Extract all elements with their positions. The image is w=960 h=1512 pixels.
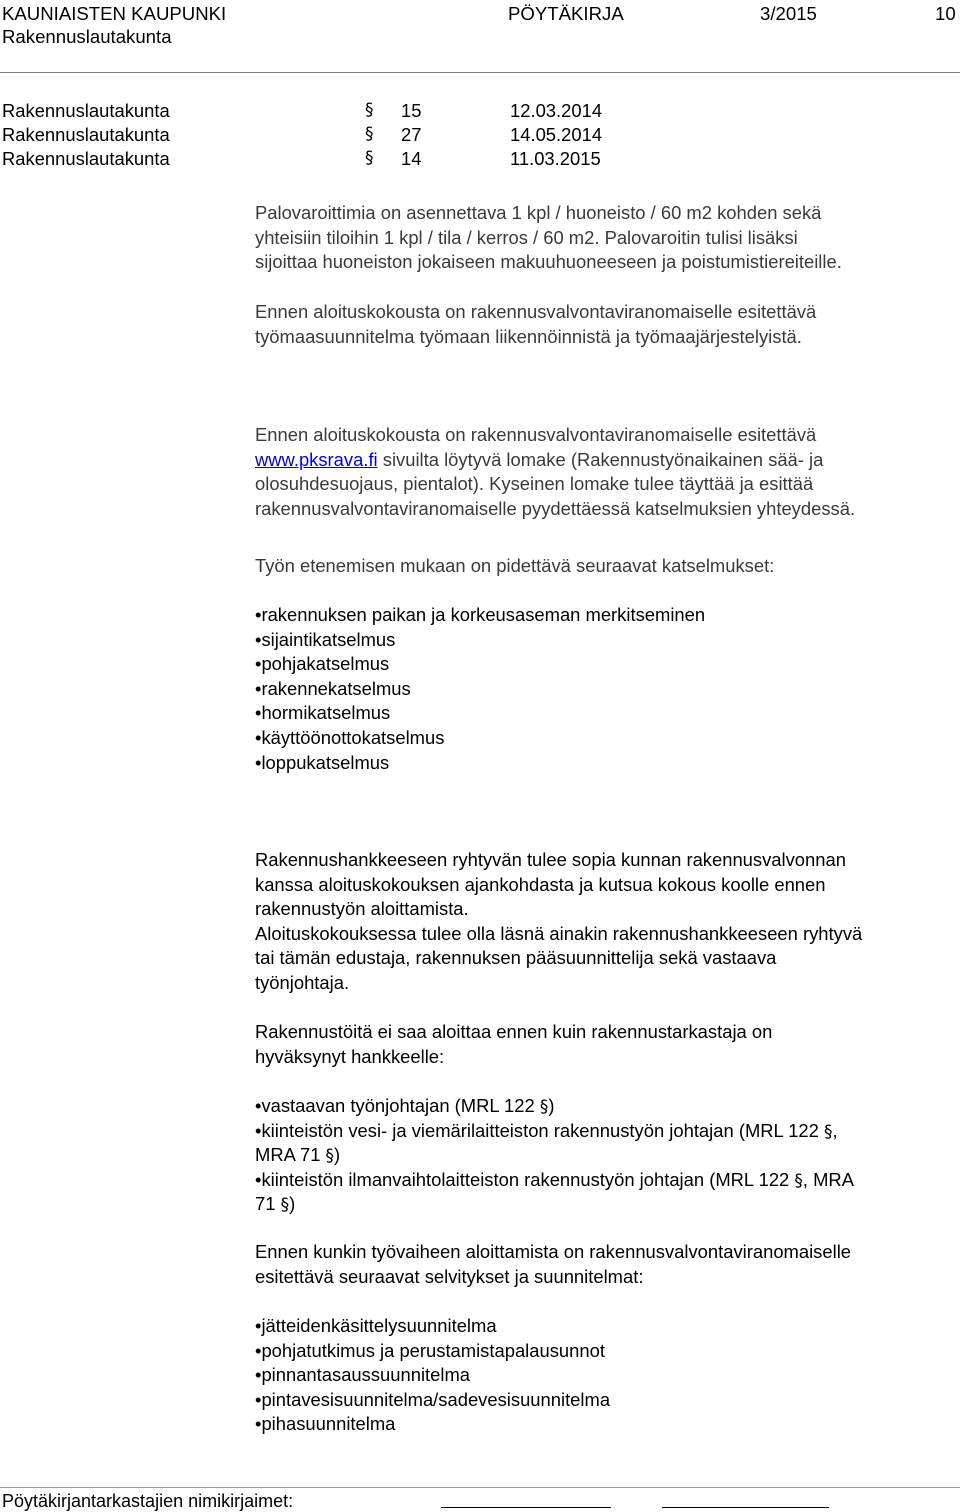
- list-item: •pintavesisuunnitelma/sadevesisuunnitelma: [255, 1388, 611, 1410]
- list-item: •pohjakatselmus: [255, 653, 390, 675]
- section-sign: §: [365, 100, 374, 120]
- pksrava-link[interactable]: www.pksrava.fi: [255, 448, 378, 470]
- text-fragment: •kiinteistön ilmanvaihtolaitteiston rakennustyön johtajan (MRL 122: [255, 1168, 795, 1190]
- section-sign: §: [824, 1121, 833, 1142]
- text-fragment: ): [289, 1193, 296, 1215]
- text-line: kanssa aloituskokouksen ajankohdasta ja kutsua kokous koolle ennen: [255, 873, 826, 895]
- section-sign: §: [365, 124, 374, 144]
- initials-line[interactable]: [441, 1507, 611, 1508]
- text-line: Ennen kunkin työvaiheen aloittamista on rakennusvalvontaviranomaiselle: [255, 1241, 852, 1262]
- list-item: •sijaintikatselmus: [255, 628, 396, 650]
- text-fragment: ,: [832, 1119, 838, 1141]
- text-line: esitettävä seuraavat selvitykset ja suunnitelmat:: [255, 1265, 644, 1287]
- section-sign: §: [365, 148, 374, 168]
- startup-meeting-paragraph: [255, 848, 862, 996]
- text-fragment: sivuilta löytyvä lomake (Rakennustyönaikainen sää- ja: [377, 448, 824, 470]
- text-line: hyväksynyt hankkeelle:: [255, 1045, 445, 1067]
- plans-list: [255, 1314, 610, 1437]
- list-item: •rakennekatselmus: [255, 677, 411, 699]
- document-number: 3/2015: [760, 3, 817, 24]
- page-number: 10: [935, 3, 956, 24]
- approvals-paragraph: [255, 1020, 772, 1069]
- text-line: rakennustyön aloittamista.: [255, 898, 469, 920]
- text-line: olosuhdesuojaus, pientalot). Kyseinen lomake tulee täyttää ja esittää: [255, 473, 814, 495]
- worksite-plan-paragraph: [255, 300, 816, 349]
- text-line: työnjohtaja.: [255, 971, 350, 993]
- list-item: [255, 1094, 854, 1119]
- initials-line[interactable]: [662, 1507, 829, 1508]
- reference-body: Rakennuslautakunta: [2, 124, 170, 145]
- smoke-alarm-paragraph: [255, 201, 842, 275]
- initials-label: Pöytäkirjantarkastajien nimikirjaimet:: [2, 1491, 294, 1511]
- text-fragment: ): [548, 1095, 555, 1116]
- municipality-name: KAUNIAISTEN KAUPUNKI: [2, 3, 227, 24]
- text-line: [255, 448, 855, 473]
- section-sign: §: [280, 1195, 290, 1216]
- text-line: Aloituskokouksessa tulee olla läsnä ainakin rakennushankkeeseen ryhtyvä: [255, 922, 863, 944]
- text-fragment: , MRA: [802, 1168, 854, 1190]
- plans-paragraph: [255, 1240, 851, 1289]
- list-item: •pinnantasaussuunnitelma: [255, 1364, 471, 1386]
- text-line: Ennen aloituskokousta on rakennusvalvontaviranomaiselle esitettävä: [255, 424, 817, 445]
- list-item: •jätteidenkäsittelysuunnitelma: [255, 1315, 497, 1336]
- list-item: •käyttöönottokatselmus: [255, 726, 445, 748]
- list-item: •pohjatutkimus ja perustamistapalausunnot: [255, 1339, 605, 1361]
- reference-row: [2, 123, 170, 148]
- document-type: PÖYTÄKIRJA: [508, 3, 624, 24]
- text-line: rakennusvalvontaviranomaiselle pyydettäessä katselmuksien yhteydessä.: [255, 497, 856, 519]
- text-line: Ennen aloituskokousta on rakennusvalvontaviranomaiselle esitettävä: [255, 301, 817, 322]
- text-fragment: ): [334, 1144, 341, 1166]
- section-sign: §: [794, 1170, 803, 1191]
- text-fragment: MRA 71: [255, 1144, 326, 1166]
- header-rule: [0, 72, 960, 73]
- committee-name: Rakennuslautakunta: [2, 26, 172, 47]
- text-line: Palovaroittimia on asennettava 1 kpl / huoneisto / 60 m2 kohden sekä: [255, 202, 822, 223]
- list-item: [255, 1168, 854, 1193]
- reference-section: 15: [401, 100, 422, 121]
- reference-date: 14.05.2014: [510, 124, 603, 145]
- reference-date: 11.03.2015: [510, 148, 601, 169]
- list-item: [255, 1119, 854, 1144]
- reference-body: Rakennuslautakunta: [2, 148, 170, 169]
- list-item: •pihasuunnitelma: [255, 1413, 396, 1435]
- list-item-continuation: [255, 1192, 854, 1217]
- weather-form-paragraph: [255, 423, 855, 521]
- text-line: työmaasuunnitelma työmaan liikennöinnistä ja työmaajärjestelyistä.: [255, 325, 802, 347]
- reference-section: 27: [401, 124, 422, 145]
- footer-rule: [0, 1487, 960, 1488]
- section-sign: §: [325, 1146, 335, 1167]
- reference-body: Rakennuslautakunta: [2, 100, 170, 121]
- text-fragment: •kiinteistön vesi- ja viemärilaitteiston rakennustyön johtajan (MRL 122: [255, 1119, 824, 1141]
- text-line: sijoittaa huoneiston jokaiseen makuuhuoneeseen ja poistumistiereiteille.: [255, 251, 842, 273]
- list-item: •hormikatselmus: [255, 702, 391, 724]
- text-line: Rakennushankkeeseen ryhtyvän tulee sopia kunnan rakennusvalvonnan: [255, 849, 846, 870]
- text-line: tai tämän edustaja, rakennuksen pääsuunnittelija sekä vastaava: [255, 947, 777, 969]
- list-item: •loppukatselmus: [255, 751, 390, 773]
- list-item: •rakennuksen paikan ja korkeusaseman merkitseminen: [255, 604, 706, 625]
- inspections-intro: Työn etenemisen mukaan on pidettävä seuraavat katselmukset:: [255, 555, 775, 576]
- text-line: Rakennustöitä ei saa aloittaa ennen kuin rakennustarkastaja on: [255, 1021, 773, 1042]
- approvals-list: [255, 1094, 854, 1217]
- text-line: yhteisiin tiloihin 1 kpl / tila / kerros / 60 m2. Palovaroitin tulisi lisäksi: [255, 226, 798, 248]
- text-fragment: •vastaavan työnjohtajan (MRL 122: [255, 1095, 540, 1116]
- section-sign: §: [539, 1097, 549, 1117]
- list-item-continuation: [255, 1143, 854, 1168]
- inspections-list: [255, 603, 705, 775]
- reference-row: [2, 147, 170, 172]
- reference-section: 14: [401, 148, 422, 169]
- reference-date: 12.03.2014: [510, 100, 603, 121]
- reference-row: [2, 99, 170, 124]
- text-fragment: 71: [255, 1193, 281, 1215]
